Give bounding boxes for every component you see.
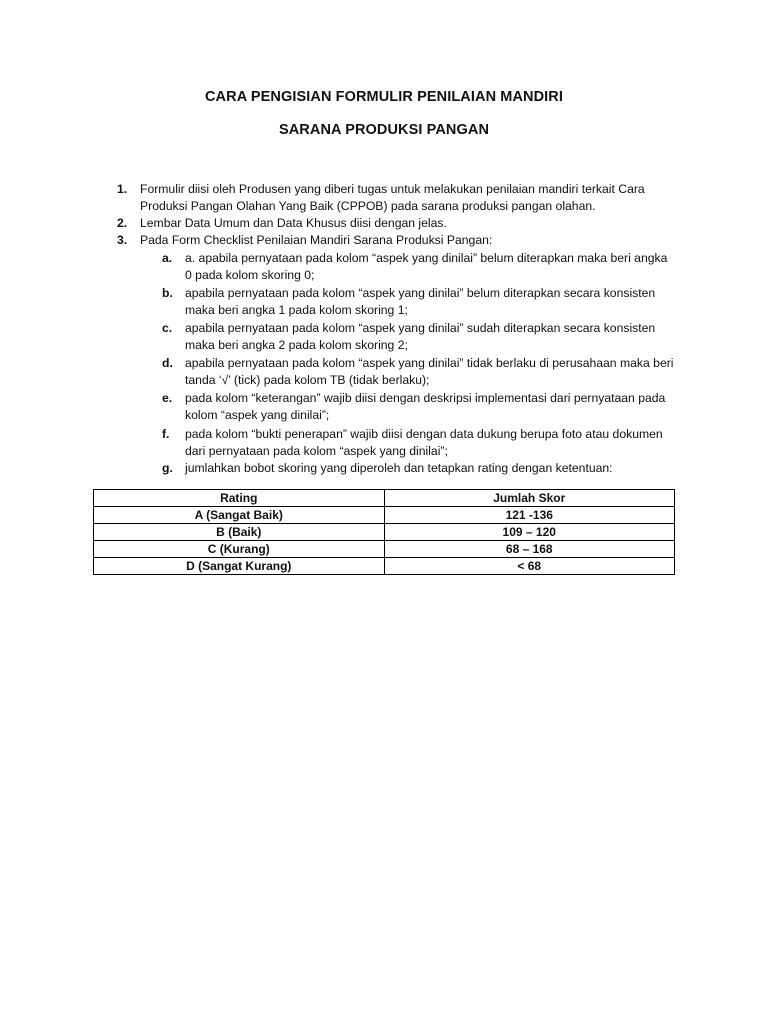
list-item-number: 2.	[117, 216, 128, 230]
list-item-number: 3.	[117, 233, 128, 247]
sub-item-letter: f.	[162, 427, 170, 441]
rating-cell: B (Baik)	[94, 524, 385, 541]
score-cell: 109 – 120	[384, 524, 675, 541]
page-subtitle: SARANA PRODUKSI PANGAN	[278, 122, 490, 138]
score-cell: 121 -136	[384, 507, 675, 524]
sub-item-text: apabila pernyataan pada kolom “aspek yang dinilai” sudah diterapkan secara konsisten maka beri angka 2 pada kolom skoring 2;	[185, 321, 656, 353]
sub-item-text: pada kolom “keterangan” wajib diisi dengan deskripsi implementasi dari pernyataan pada kolom “aspek yang dinilai”;	[185, 391, 666, 423]
list-item-number: 1.	[117, 182, 128, 196]
sub-item-text: a. apabila pernyataan pada kolom “aspek yang dinilai” belum diterapkan maka beri angka 0 pada kolom skoring 0;	[185, 251, 668, 283]
column-header-jumlah-skor: Jumlah Skor	[384, 490, 675, 507]
list-item-text: Pada Form Checklist Penilaian Mandiri Sarana Produksi Pangan:	[140, 233, 493, 247]
score-cell: < 68	[384, 558, 675, 575]
rating-cell: C (Kurang)	[94, 541, 385, 558]
table-row	[94, 558, 675, 575]
table-row	[94, 541, 675, 558]
score-cell: 68 – 168	[384, 541, 675, 558]
table-row	[94, 507, 675, 524]
sub-item-letter: c.	[162, 321, 173, 335]
list-item-text: Formulir diisi oleh Produsen yang diberi tugas untuk melakukan penilaian mandiri terkait Cara Produksi Pangan Olahan Yang Baik (CPPOB) pada sarana produksi pangan olahan.	[140, 182, 645, 213]
page-title: CARA PENGISIAN FORMULIR PENILAIAN MANDIRI	[204, 89, 563, 105]
rating-cell: A (Sangat Baik)	[94, 507, 385, 524]
table-row	[94, 524, 675, 541]
column-header-rating: Rating	[94, 490, 385, 507]
sub-item-letter: d.	[162, 356, 173, 370]
rating-table	[93, 489, 675, 575]
sub-item-text: apabila pernyataan pada kolom “aspek yang dinilai” belum diterapkan secara konsisten maka beri angka 1 pada kolom skoring 1;	[185, 286, 656, 318]
sub-item-letter: e.	[162, 391, 173, 405]
sub-item-text: jumlahkan bobot skoring yang diperoleh dan tetapkan rating dengan ketentuan:	[185, 461, 613, 475]
rating-cell: D (Sangat Kurang)	[94, 558, 385, 575]
sub-item-letter: g.	[162, 461, 173, 475]
list-item-text: Lembar Data Umum dan Data Khusus diisi dengan jelas.	[140, 216, 447, 230]
table-header-row	[94, 490, 675, 507]
sub-item-letter: a.	[162, 251, 173, 265]
sub-item-letter: b.	[162, 286, 173, 300]
sub-item-text: apabila pernyataan pada kolom “aspek yang dinilai” tidak berlaku di perusahaan maka beri tanda ‘√’ (tick) pada kolom TB (tidak berlaku);	[185, 356, 674, 388]
sub-item-text: pada kolom “bukti penerapan” wajib diisi dengan data dukung berupa foto atau dokumen dari pernyataan pada kolom “aspek yang dinilai”;	[185, 427, 663, 459]
